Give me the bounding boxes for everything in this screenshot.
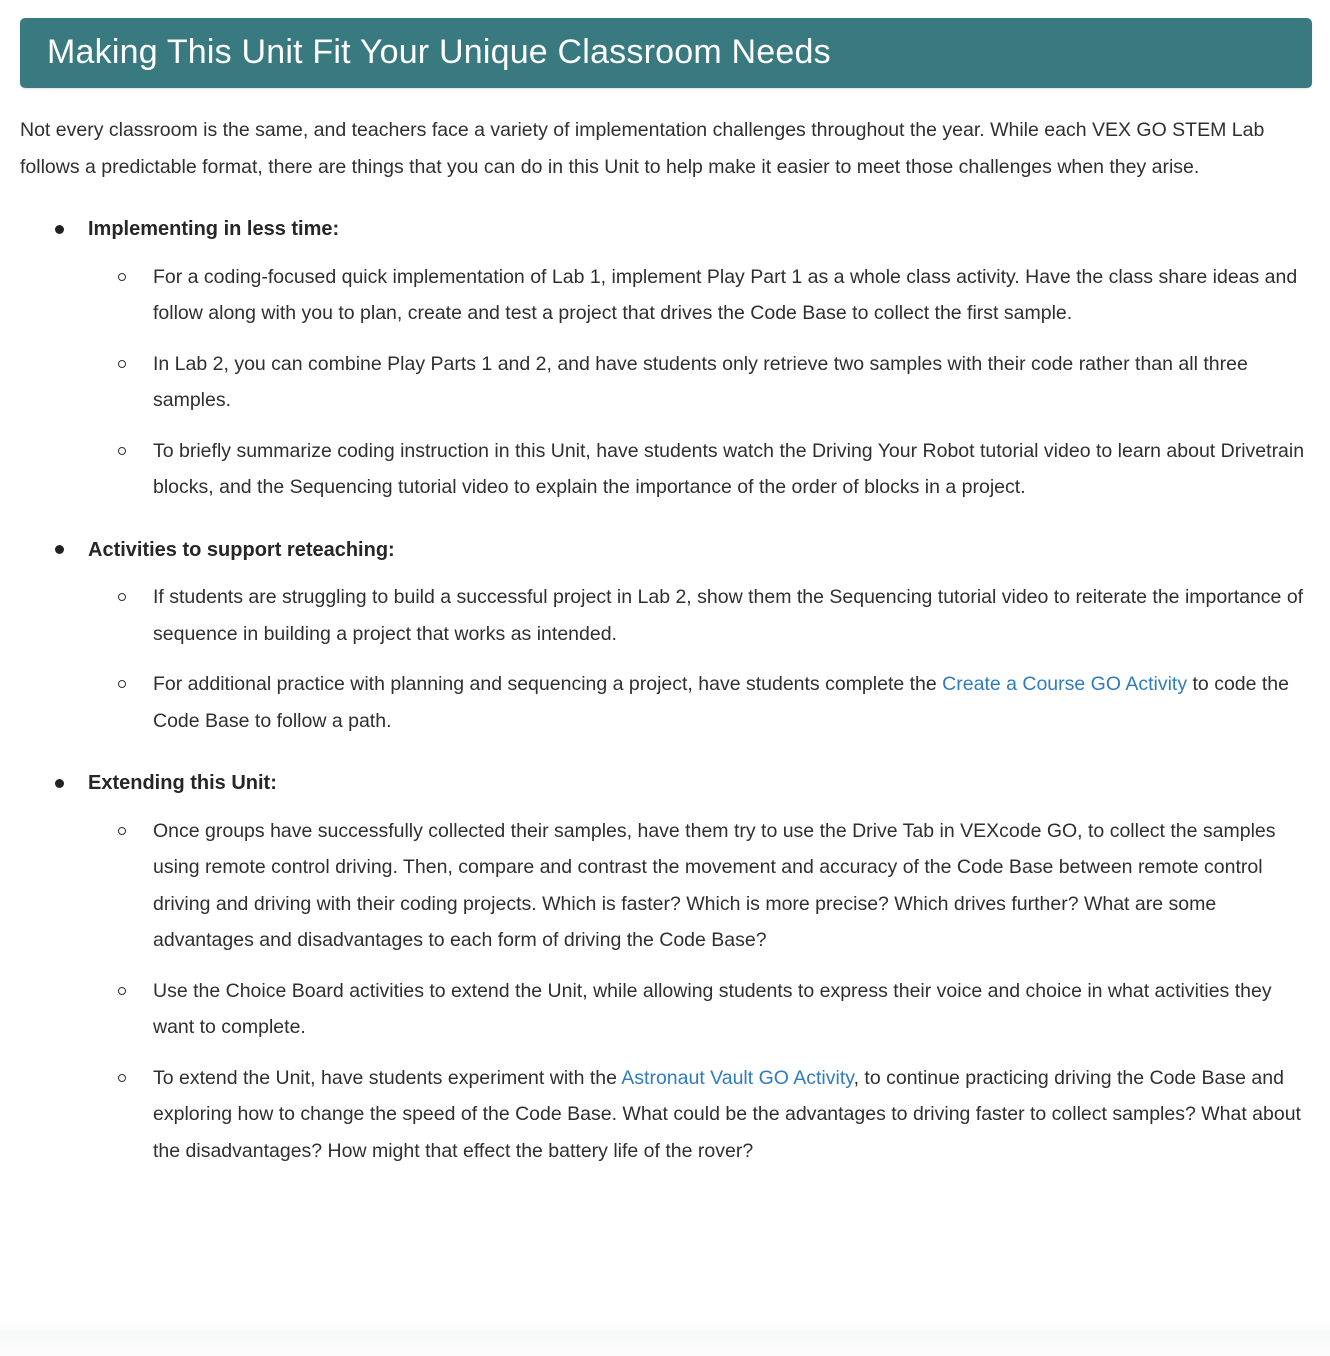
list-item-text: [153, 1060, 1310, 1170]
list-item-text: [153, 259, 1310, 332]
section: [0, 765, 1330, 1169]
text-run: Once groups have successfully collected their samples, have them try to use the Drive Tab in VEXcode GO, to collect the samples using remote control driving. Then, compare and contrast the movement and accuracy of the Code Base between remote control driving and driving with their coding projects. Which is faster? Which is more precise? Which drives further? What are some advantages and disadvantages to each form of driving the Code Base?: [153, 819, 1276, 951]
section: [0, 211, 1330, 506]
bullet-disc-icon: [55, 532, 88, 569]
section-heading-label: Implementing in less time:: [88, 218, 340, 240]
create-a-course-go-activity-link[interactable]: Create a Course GO Activity: [942, 673, 1188, 695]
section-heading-label: Extending this Unit:: [88, 772, 277, 794]
bullet-circle-icon: [118, 1060, 153, 1097]
section-heading: [0, 532, 1330, 569]
section-heading: [0, 765, 1330, 802]
text-run: to code the Code Base to follow a path.: [153, 673, 1290, 732]
text-run: If students are struggling to build a successful project in Lab 2, show them the Sequencing tutorial video to reiterate the importance of sequence in building a project that works as intended.: [153, 586, 1304, 645]
bullet-circle-icon: [118, 579, 153, 616]
list-item-text: [153, 973, 1310, 1046]
text-run: For additional practice with planning and sequencing a project, have students complete the: [153, 673, 943, 695]
list-item-text: [153, 666, 1310, 739]
list-item-text: [153, 346, 1310, 419]
astronaut-vault-go-activity-link[interactable]: Astronaut Vault GO Activity: [621, 1066, 854, 1089]
list-item-text: [153, 579, 1310, 652]
bullet-disc-icon: [55, 765, 88, 802]
bullet-circle-icon: [118, 259, 153, 296]
bullet-circle-icon: [118, 433, 153, 470]
text-run: , to continue practicing driving the Code Base and exploring how to change the speed of the Code Base. What could be the advantages to driving faster to collect samples? What about the disadvantages? How might that effect the battery life of the rover?: [153, 1066, 1301, 1162]
implementation-tips-list: [0, 211, 1330, 1169]
bullet-circle-icon: [118, 813, 153, 850]
text-run: For a coding-focused quick implementation of Lab 1, implement Play Part 1 as a whole class activity. Have the class share ideas and follow along with you to plan, create and test a project that drives the Code Base to collect the first sample.: [153, 265, 1298, 324]
page-title-banner: [20, 18, 1312, 88]
text-run: Use the Choice Board activities to extend the Unit, while allowing students to express their voice and choice in what activities they want to complete.: [153, 979, 1272, 1038]
list-item: [0, 973, 1330, 1046]
bottom-divider: [0, 1322, 1330, 1356]
bullet-circle-icon: [118, 346, 153, 383]
list-item: [0, 579, 1330, 652]
bullet-disc-icon: [55, 211, 88, 248]
list-item: [0, 1060, 1330, 1170]
section: [0, 532, 1330, 740]
text-run: In Lab 2, you can combine Play Parts 1 and 2, and have students only retrieve two samples with their code rather than all three samples.: [153, 352, 1248, 411]
text-run: To extend the Unit, have students experiment with the: [153, 1066, 622, 1089]
list-item: [0, 666, 1330, 739]
bullet-circle-icon: [118, 666, 153, 703]
list-item-text: [153, 813, 1310, 959]
section-heading: [0, 211, 1330, 248]
list-item: [0, 813, 1330, 959]
list-item: [0, 346, 1330, 419]
list-item-text: [153, 433, 1310, 506]
section-heading-label: Activities to support reteaching:: [88, 538, 395, 561]
page-title: Making This Unit Fit Your Unique Classroom Needs: [47, 32, 831, 71]
list-item: [0, 433, 1330, 506]
list-item: [0, 259, 1330, 332]
text-run: To briefly summarize coding instruction in this Unit, have students watch the Driving Your Robot tutorial video to learn about Drivetrain blocks, and the Sequencing tutorial video to explain the importance of the order of blocks in a project.: [153, 439, 1305, 498]
bullet-circle-icon: [118, 973, 153, 1010]
intro-paragraph: Not every classroom is the same, and teachers face a variety of implementation challenges throughout the year. While each VEX GO STEM Lab follows a predictable format, there are things that you can do in this Unit to help make it easier to meet those challenges when they arise.: [20, 119, 1265, 178]
